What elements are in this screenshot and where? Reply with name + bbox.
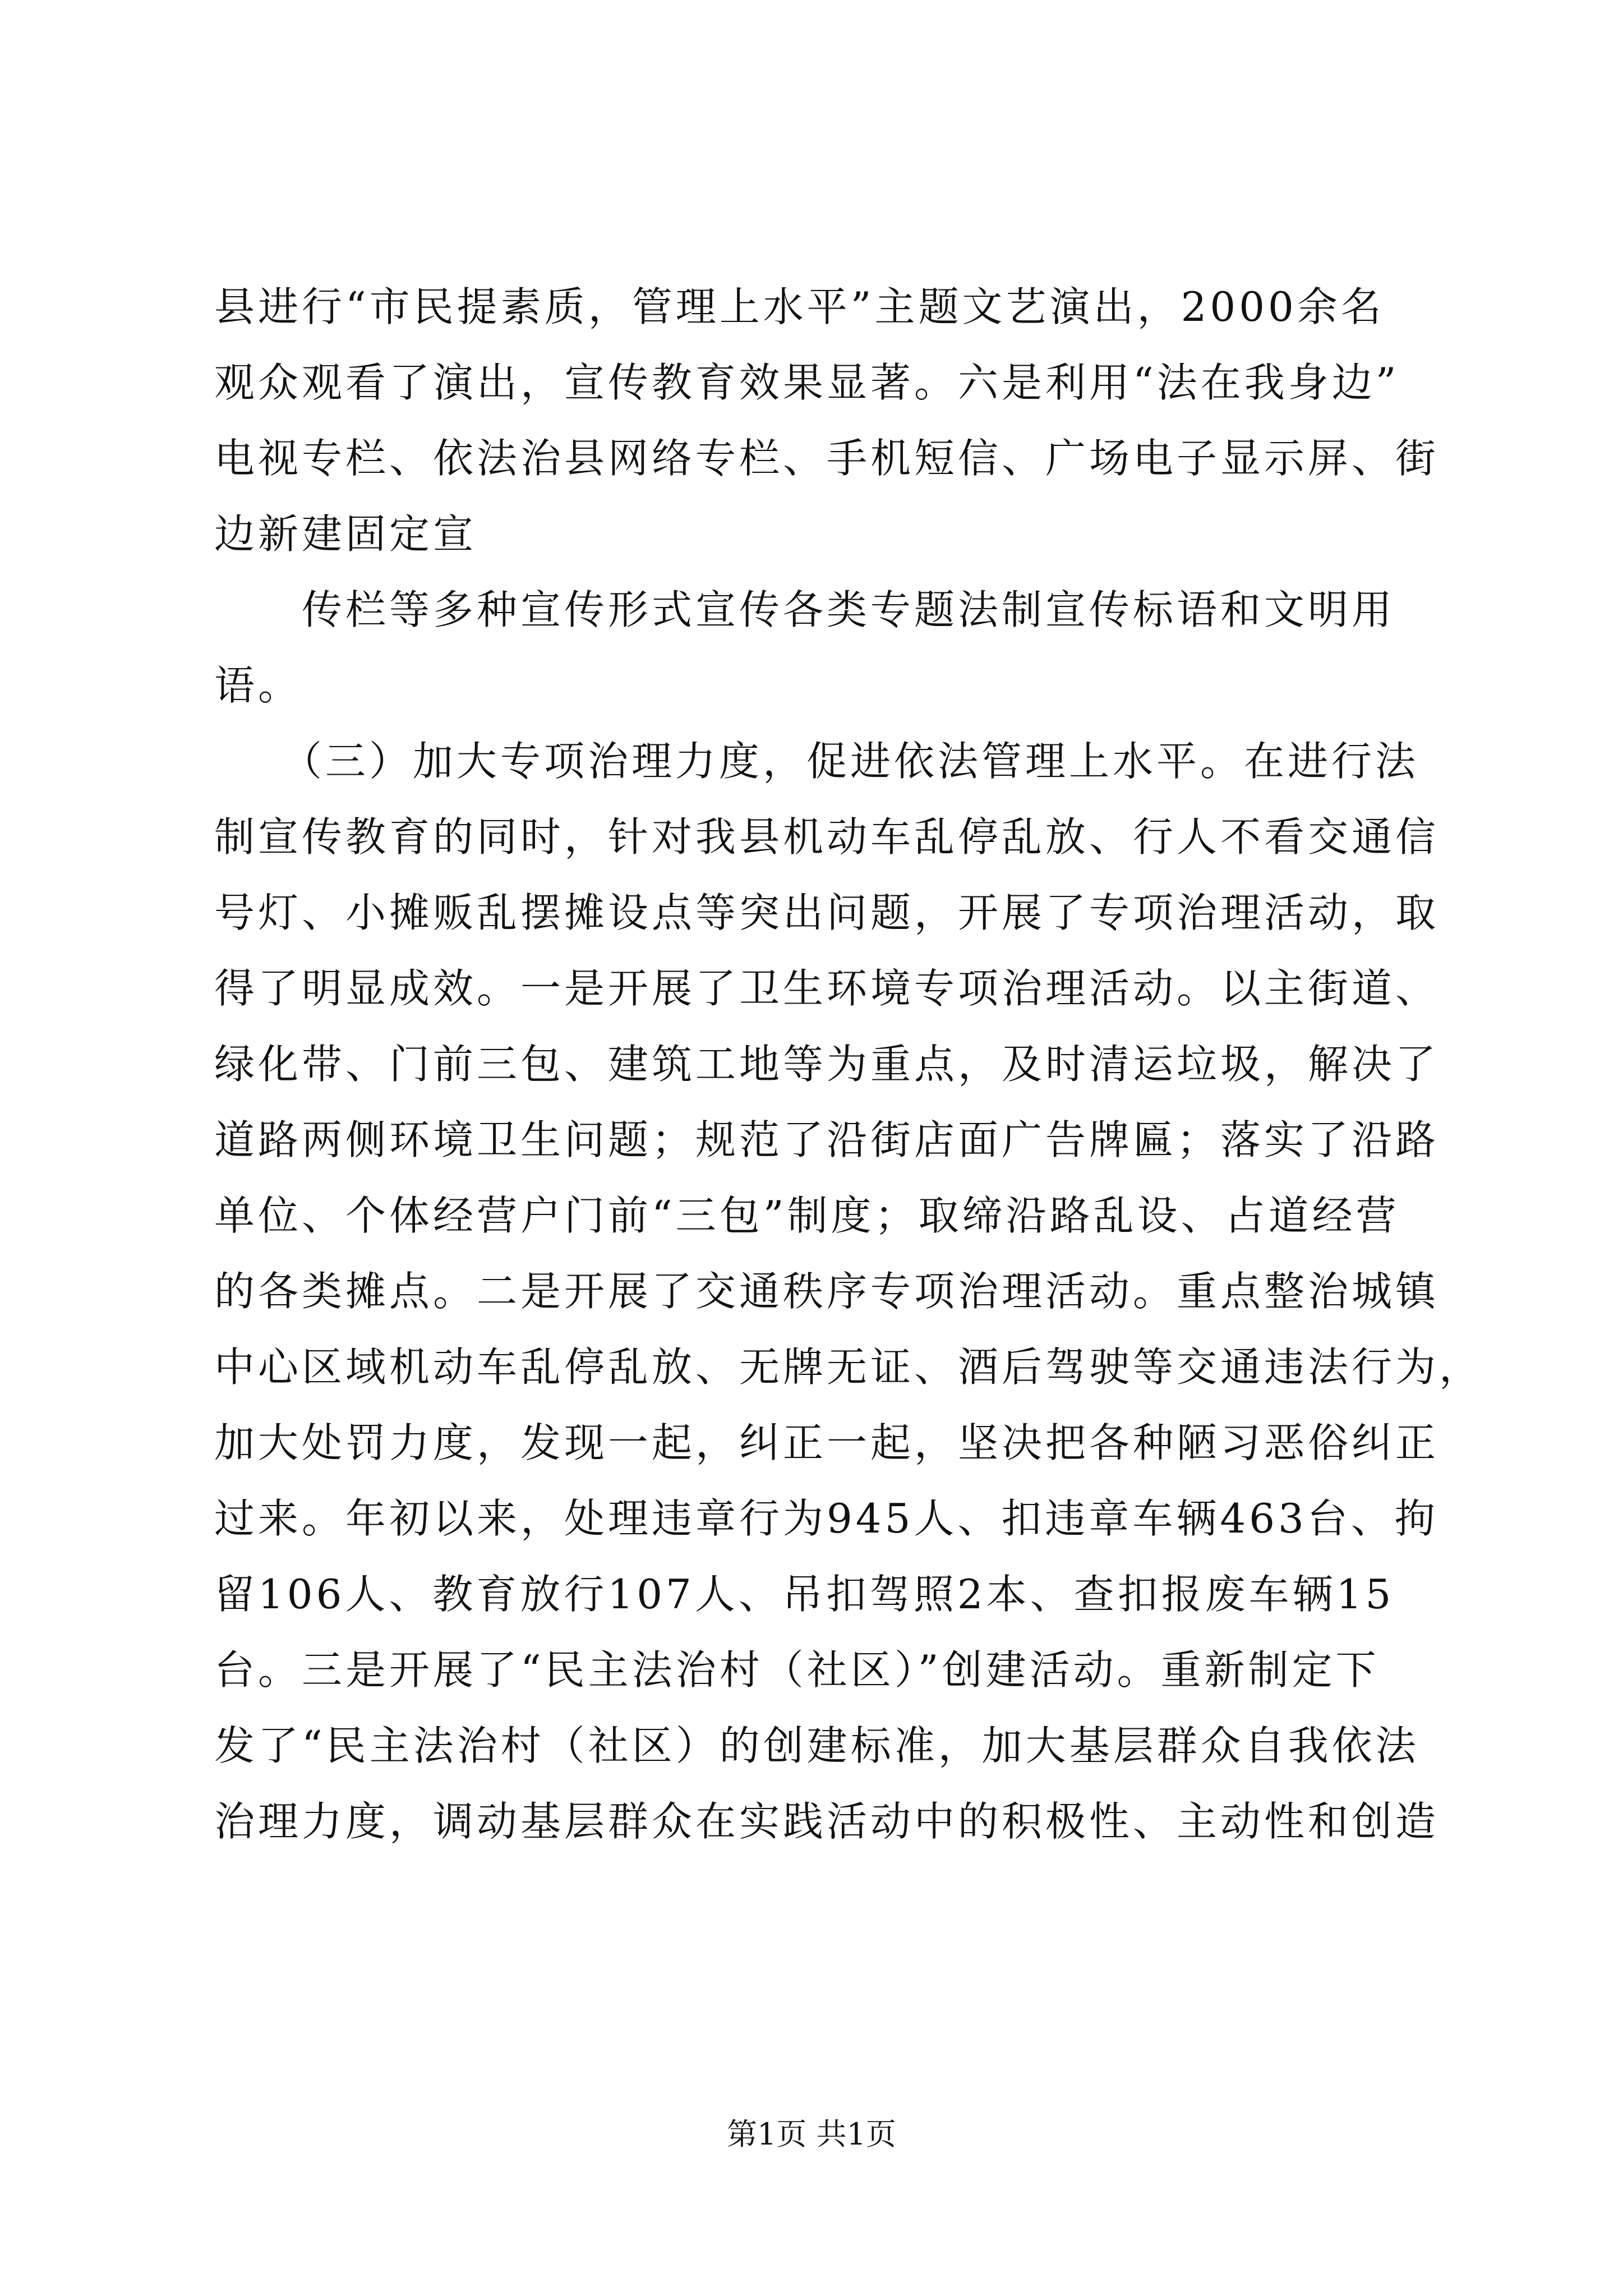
text-line: 观众观看了演出，宣传教育效果显著。六是利用“法在我身边” bbox=[214, 359, 1400, 406]
text-line: （三）加大专项治理力度，促进依法管理上水平。在进行法 bbox=[214, 738, 1419, 785]
document-body bbox=[214, 269, 1483, 1860]
text-line: 道路两侧环境卫生问题；规范了沿街店面广告牌匾；落实了沿路 bbox=[214, 1116, 1440, 1163]
text-line: 治理力度，调动基层群众在实践活动中的积极性、主动性和创造 bbox=[214, 1798, 1440, 1845]
text-line: 传栏等多种宣传形式宣传各类专题法制宣传标语和文明用 bbox=[214, 586, 1396, 633]
text-line: 中心区域机动车乱停乱放、无牌无证、酒后驾驶等交通违法行为， bbox=[214, 1343, 1483, 1391]
text-line: 边新建固定宣 bbox=[214, 510, 477, 558]
text-line: 得了明显成效。一是开展了卫生环境专项治理活动。以主街道、 bbox=[214, 965, 1440, 1012]
text-line: 发了“民主法治村（社区）的创建标准，加大基层群众自我依法 bbox=[214, 1722, 1419, 1769]
text-line: 加大处罚力度，发现一起，纠正一起，坚决把各种陋习恶俗纠正 bbox=[214, 1419, 1440, 1466]
text-line: 台。三是开展了“民主法治村（社区）”创建活动。重新制定下 bbox=[214, 1646, 1380, 1694]
text-line: 过来。年初以来，处理违章行为945人、扣违章车辆463台、拘 bbox=[214, 1495, 1438, 1542]
text-line: 县进行“市民提素质，管理上水平”主题文艺演出，2000余名 bbox=[214, 283, 1385, 330]
text-line: 留106人、教育放行107人、吊扣驾照2本、查扣报废车辆15 bbox=[214, 1571, 1395, 1618]
text-line: 绿化带、门前三包、建筑工地等为重点，及时清运垃圾，解决了 bbox=[214, 1041, 1440, 1088]
text-line: 语。 bbox=[214, 662, 302, 709]
text-line: 制宣传教育的同时，针对我县机动车乱停乱放、行人不看交通信 bbox=[214, 813, 1440, 861]
text-line: 电视专栏、依法治县网络专栏、手机短信、广场电子显示屏、街 bbox=[214, 435, 1440, 482]
text-line: 的各类摊点。二是开展了交通秩序专项治理活动。重点整治城镇 bbox=[214, 1268, 1440, 1315]
text-line: 单位、个体经营户门前“三包”制度；取缔沿路乱设、占道经营 bbox=[214, 1192, 1400, 1239]
page-footer: 第1页 共1页 bbox=[727, 2116, 896, 2152]
text-line: 号灯、小摊贩乱摆摊设点等突出问题，开展了专项治理活动，取 bbox=[214, 889, 1440, 936]
